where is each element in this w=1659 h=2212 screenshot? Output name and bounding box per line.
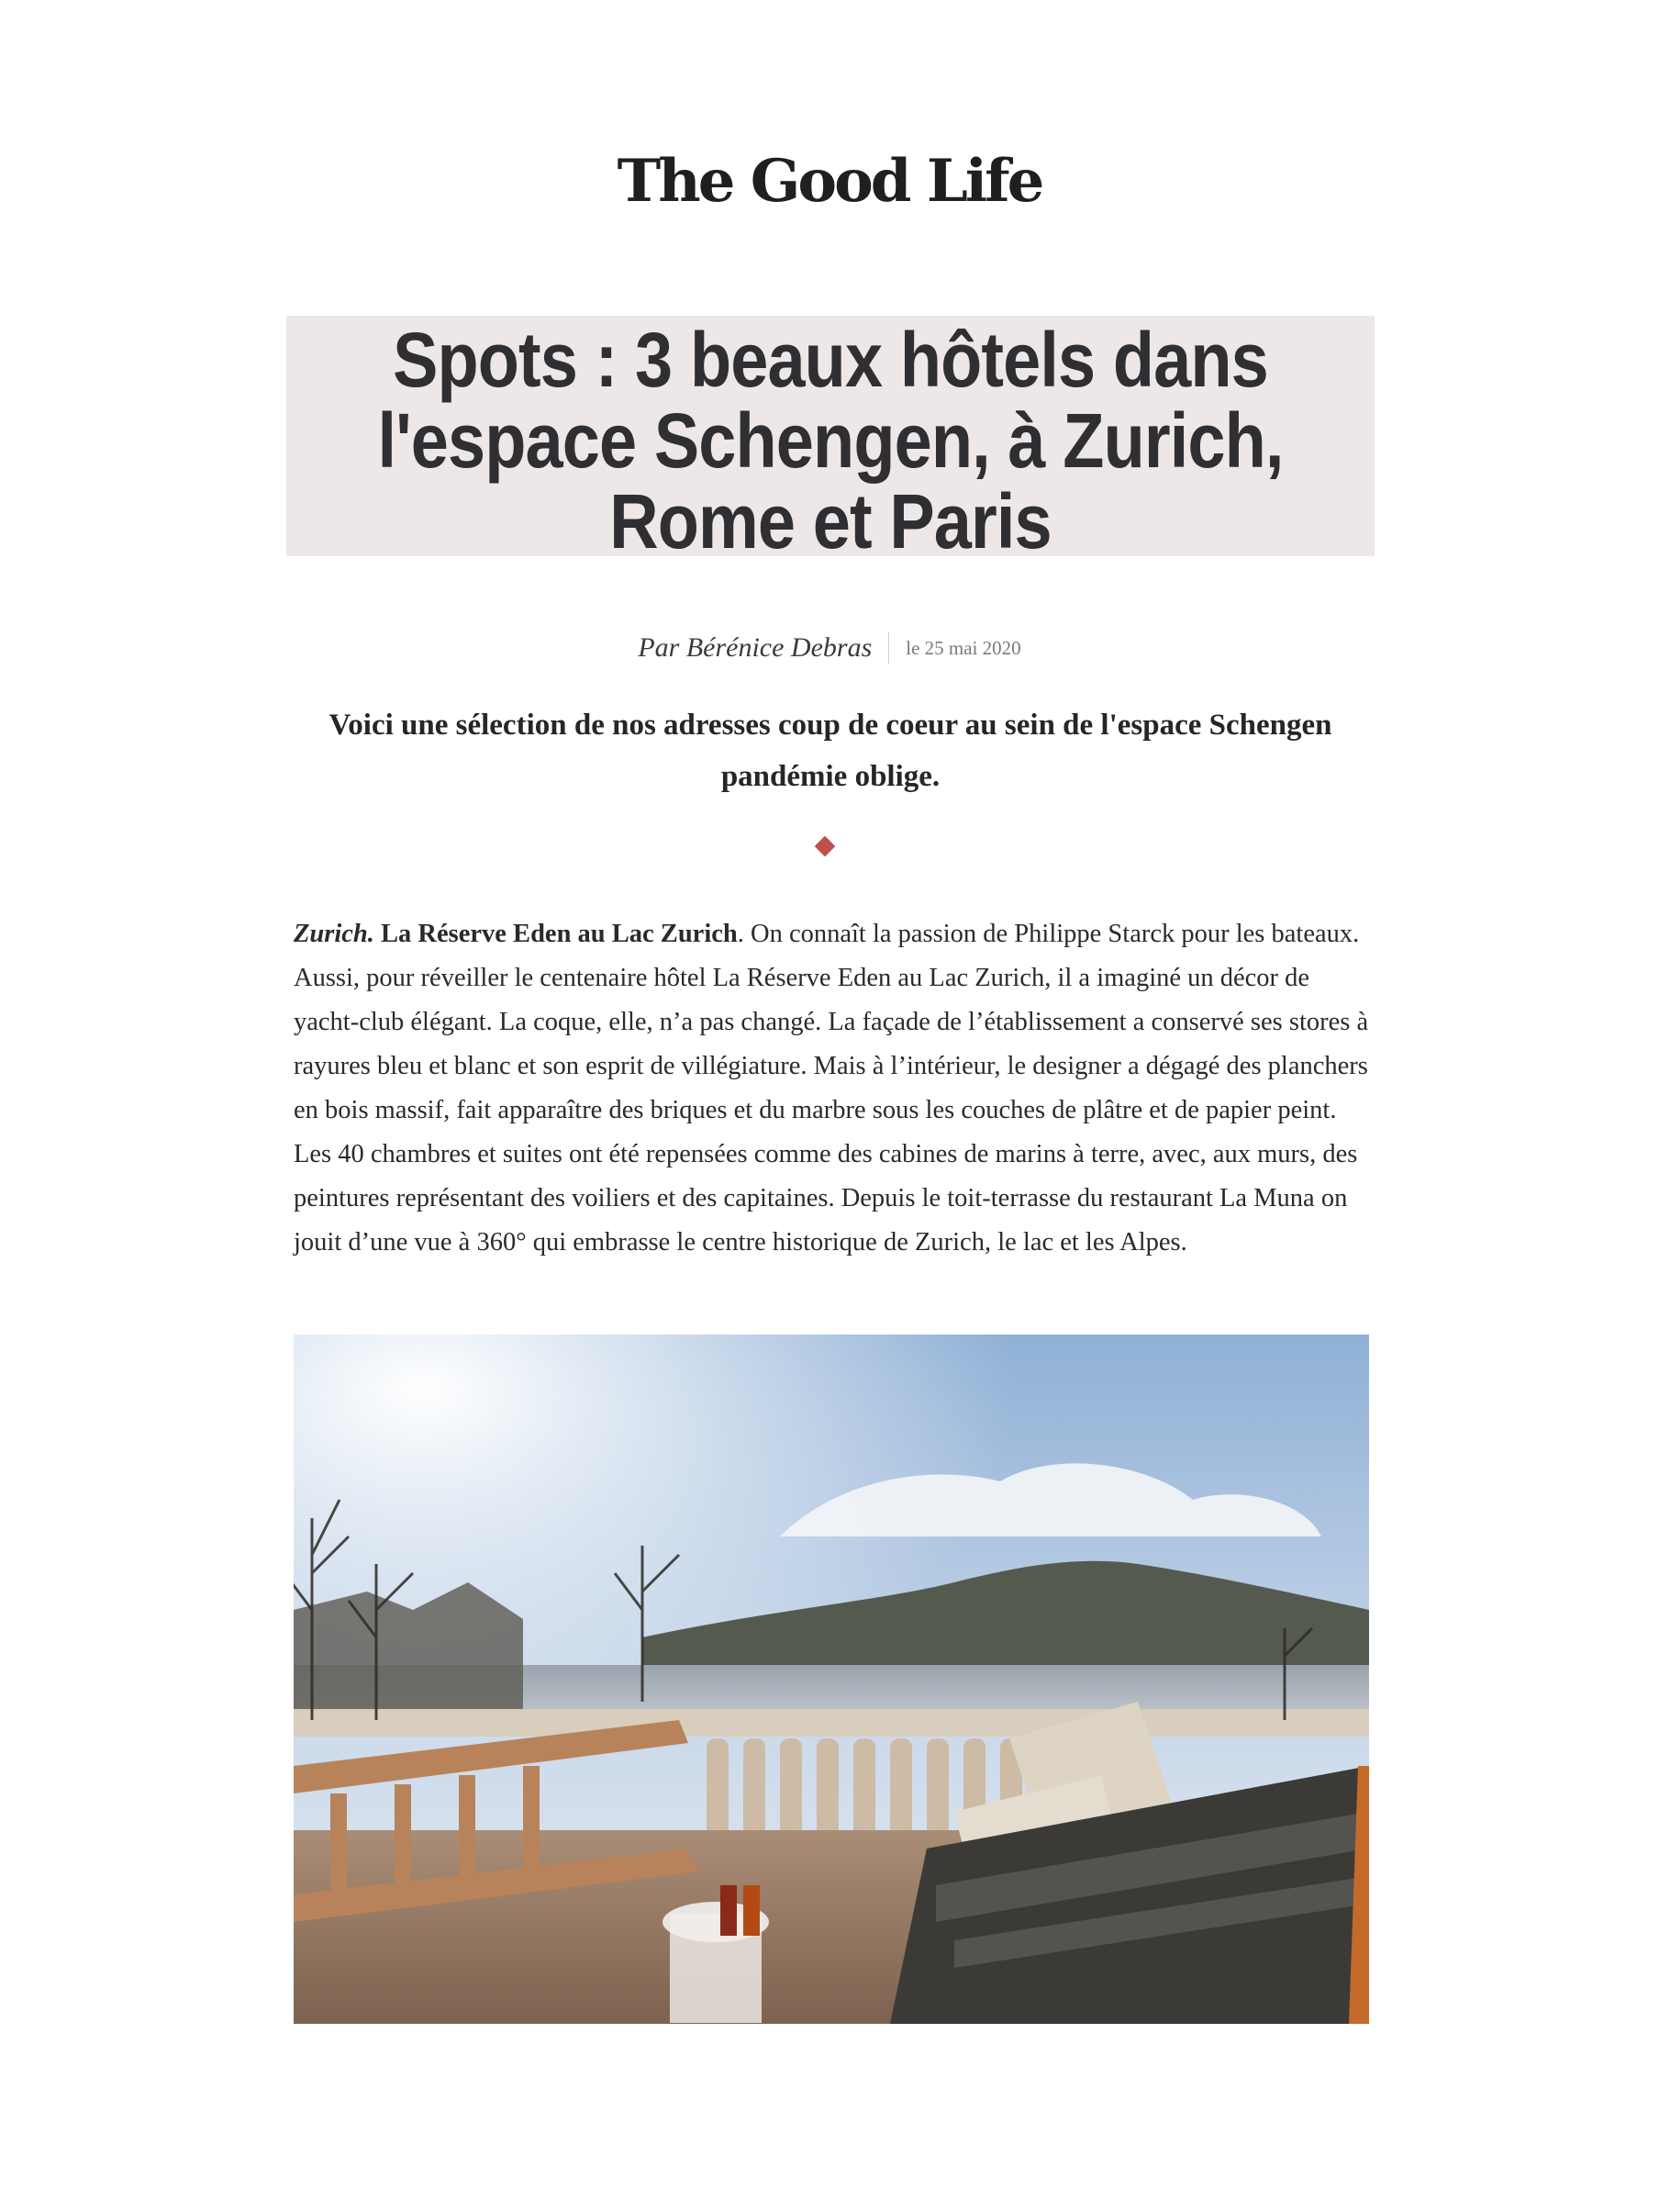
- article-headline: Spots : 3 beaux hôtels dans l'espace Schengen, à Zurich, Rome et Paris: [377, 317, 1284, 564]
- section-city: Zurich.: [294, 920, 374, 948]
- publish-date: le 25 mai 2020: [906, 636, 1021, 659]
- section-body: . On connaît la passion de Philippe Starck pour les bateaux. Aussi, pour réveiller le centenaire hôtel La Réserve Eden au Lac Zurich, il a imaginé un décor de yacht-club élégant. La coque, elle, n’a pas changé. La façade de l’établissement a conservé ses stores à rayures bleu et blanc et son esprit de villégiature. Mais à l’intérieur, le designer a dégagé des planchers en bois massif, fait apparaître des briques et du marbre sous les couches de plâtre et de papier peint. Les 40 chambres et suites ont été repensées comme des cabines de marins à terre, avec, aux murs, des peintures représentant des voiliers et des capitaines. Depuis le toit-terrasse du restaurant La Muna on jouit d’une vue à 360° qui embrasse le centre historique de Zurich, le lac et les Alpes.: [294, 920, 1369, 1257]
- byline: [0, 631, 1659, 665]
- article-paragraph: [294, 912, 1373, 1265]
- section-hotel-name: La Réserve Eden au Lac Zurich: [381, 920, 738, 948]
- diamond-separator-icon: [815, 836, 836, 857]
- hotel-terrace-photo: [294, 1335, 1369, 2024]
- article-lead: Voici une sélection de nos adresses coup de coeur au sein de l'espace Schengen pandémie oblige.: [328, 709, 1332, 793]
- site-logo[interactable]: The Good Life: [617, 147, 1042, 216]
- author-name[interactable]: Par Bérénice Debras: [638, 632, 873, 663]
